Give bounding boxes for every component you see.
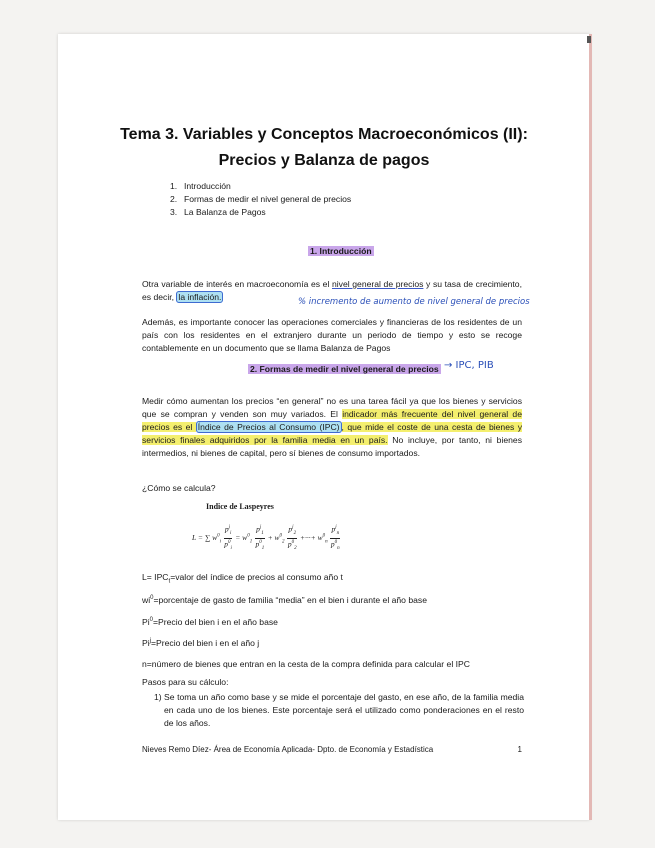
intro-paragraph-1: Otra variable de interés en macroeconomía es el nivel general de precios y su tasa de crecimiento, es decir, la inflación. — [142, 279, 522, 302]
handwritten-note-inflation: % incremento de aumento de nivel general de precios — [298, 297, 530, 307]
document-page — [58, 34, 590, 820]
toc-item: 3. La Balanza de Pagos — [170, 207, 266, 217]
title-line-1: Tema 3. Variables y Conceptos Macroeconómicos (II): — [120, 126, 528, 143]
definition-year-price: $Pi^j=Precio$ del bien i en el año j — [142, 638, 260, 648]
step-1: 1) Se toma un año como base y se mide el porcentaje del gasto, en ese año, de la familia media en cada uno de los bienes. Este porcentaje será el utilizado como ponderaciones en el resto de los años. — [154, 692, 524, 728]
staple-mark — [587, 36, 591, 43]
definition-n: n=número de bienes que entran en la cesta de la compra definida para calcular el IPC — [142, 659, 470, 669]
laspeyres-formula: L = ∑ $w^0_i$ $\frac{p^j_i}{p^0_i}$ = $w^0_1$ $\frac{p^j_1}{p^0_1}$ + $w^0_2$ $\frac{p^j_2}{p^0_2}$ +···+ $w^0_n$ $\frac{p^j_n}{p^0_n}$ — [192, 524, 340, 551]
title-line-2: Precios y Balanza de pagos — [218, 152, 430, 169]
definition-weight: $wi^0=porcentaje$ de gasto de familia “media” en el bien i durante el año base — [142, 595, 427, 605]
formula-title: Indice de Laspeyres — [206, 502, 274, 511]
toc-item: 1. Introducción — [170, 181, 231, 191]
section-2-heading: 2. Formas de medir el nivel general de precios — [250, 364, 439, 374]
definition-base-price: $Pi^0=Precio$ del bien i en el año base — [142, 617, 278, 627]
question-text: ¿Cómo se calcula? — [142, 483, 216, 493]
definition-ipc: $L= IPC_t=valor$ del índice de precios al consumo año t — [142, 572, 343, 585]
page-footer: Nieves Remo Díez- Área de Economía Aplicada- Dpto. de Economía y Estadística 1 — [142, 745, 522, 754]
table-of-contents — [170, 180, 351, 219]
medir-paragraph: Medir cómo aumentan los precios “en general” no es una tarea fácil ya que los bienes y servicios que se compran y venden son muy variados. El indicador más frecuente del nivel general de precios es el Índice de Precios al Consumo (IPC) , que mide el coste de una cesta de bienes y servicios finales adquiridos por la familia media en un país. No incluye, por tanto, ni bienes intermedios, ni bienes de capital, pero sí bienes de consumo importados. — [142, 396, 522, 458]
page-number: 1 — [517, 745, 522, 754]
intro-paragraph-2: Además, es importante conocer las operaciones comerciales y financieras de los residentes de un país con los residentes en el extranjero durante un periodo de tiempo y esto se recoge contablemente en un documento que se llama Balanza de Pagos — [142, 317, 522, 353]
toc-item: 2. Formas de medir el nivel general de precios — [170, 194, 352, 204]
handwritten-note-ipc-pib: → IPC, PIB — [444, 360, 494, 371]
section-1-heading: 1. Introducción — [310, 246, 372, 256]
steps-heading: Pasos para su cálculo: — [142, 677, 229, 687]
